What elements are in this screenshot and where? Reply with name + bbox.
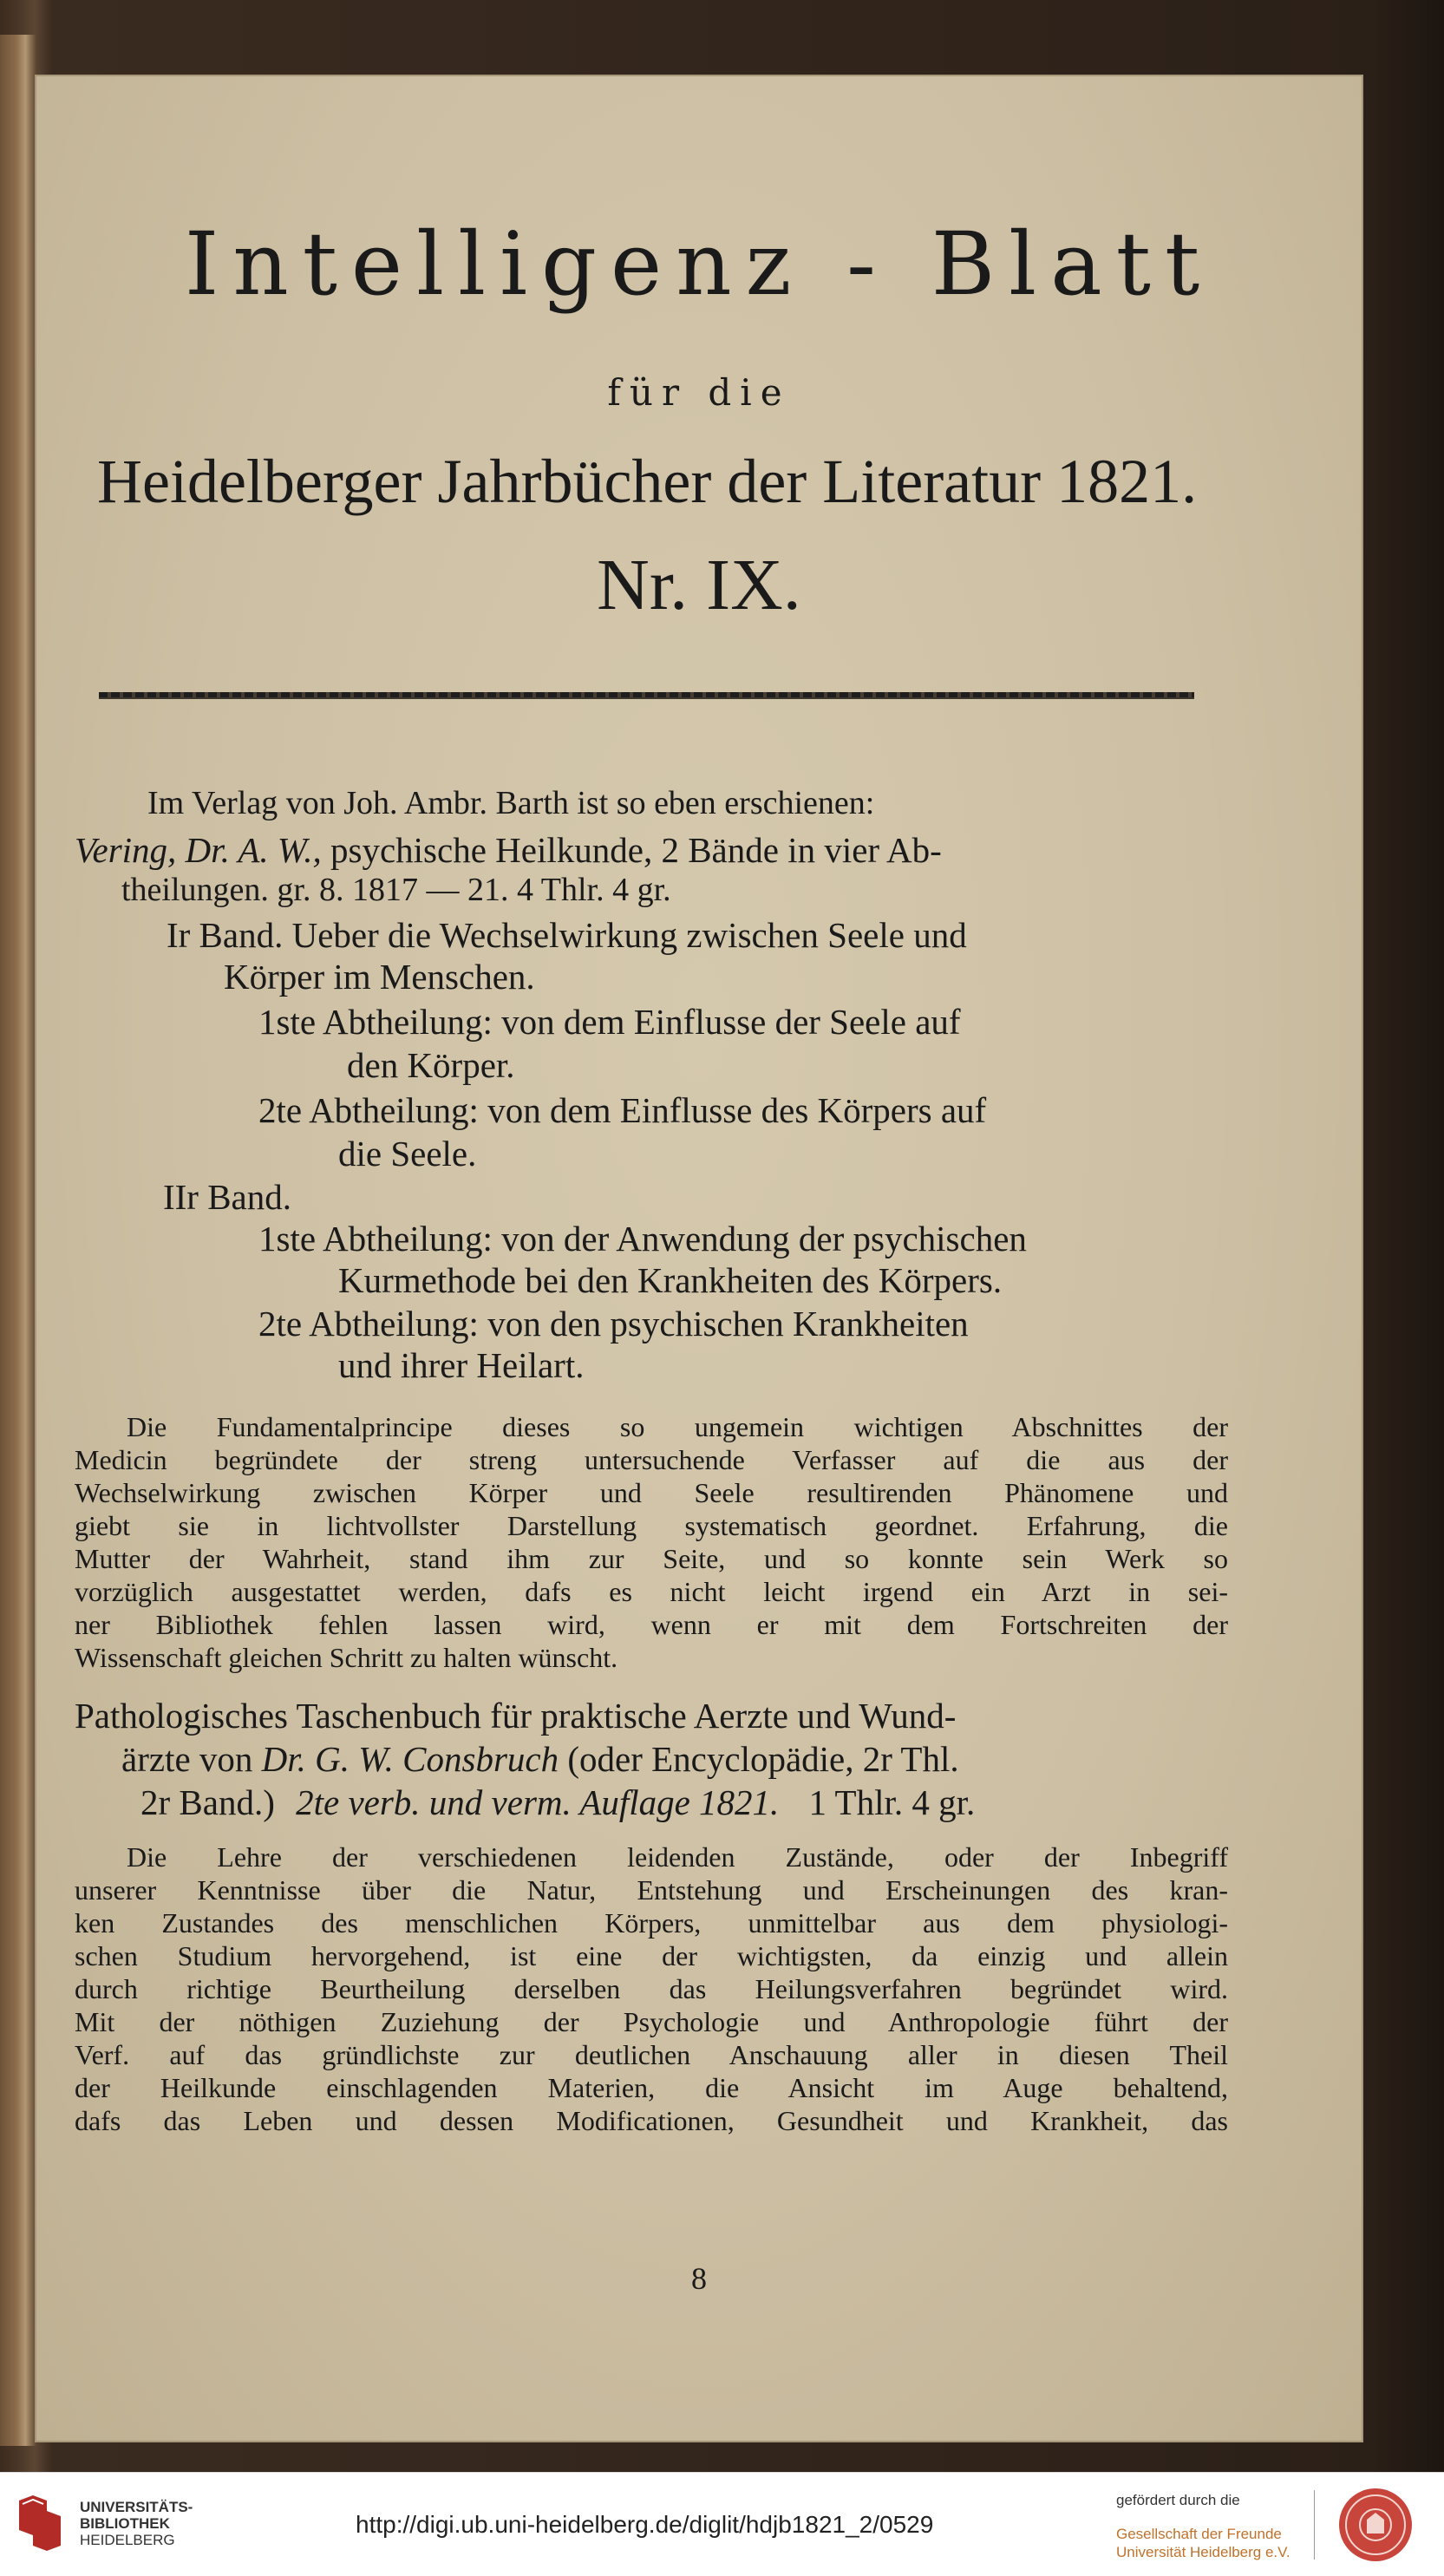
body-line: vorzüglich ausgestattet werden, dafs es nicht leicht irgend ein Arzt in sei- [75, 1576, 1228, 1607]
library-name-line: HEIDELBERG [80, 2532, 175, 2548]
section2-heading-part: ärzte von [121, 1739, 253, 1779]
body-line: unserer Kenntnisse über die Natur, Entstehung und Erscheinungen des kran- [75, 1874, 1228, 1906]
body-line: Die Lehre der verschiedenen leidenden Zustände, oder der Inbegriff [127, 1841, 1228, 1873]
band1-part2-cont: die Seele. [338, 1134, 477, 1174]
permalink-url[interactable]: http://digi.ub.uni-heidelberg.de/diglit/hdjb1821_2/0529 [356, 2511, 934, 2538]
body-line: der Heilkunde einschlagenden Materien, die Ansicht im Auge behaltend, [75, 2072, 1228, 2103]
band2-part2: 2te Abtheilung: von den psychischen Krankheiten [258, 1304, 969, 1344]
page-title: Intelligenz - Blatt [184, 213, 1214, 315]
body-line: Wechselwirkung zwischen Körper und Seele resultirenden Phänomene und [75, 1477, 1228, 1508]
band1-part1: 1ste Abtheilung: von dem Einflusse der Seele auf [258, 1002, 961, 1042]
society-name-line: Gesellschaft der Freunde [1116, 2526, 1282, 2542]
library-logo-icon [16, 2492, 64, 2560]
book-page [35, 75, 1363, 2442]
society-name [1116, 2525, 1290, 2561]
book-spine [0, 35, 36, 2446]
library-name [80, 2499, 193, 2548]
body-line: giebt sie in lichtvollster Darstellung systematisch geordnet. Erfahrung, die [75, 1510, 1228, 1541]
band1-part1-cont: den Körper. [347, 1045, 515, 1085]
body-line: Wissenschaft gleichen Schritt zu halten wünscht. [75, 1642, 618, 1673]
body-line: ken Zustandes des menschlichen Körpers, unmittelbar aus dem physiologi- [75, 1907, 1228, 1939]
footer-bar [0, 2472, 1444, 2576]
book-details: theilungen. gr. 8. 1817 — 21. 4 Thlr. 4 gr. [121, 872, 671, 908]
decorative-rule [99, 692, 1194, 697]
band1-heading-cont: Körper im Menschen. [224, 957, 535, 997]
page-number: 8 [691, 2261, 707, 2296]
band2-part2-cont: und ihrer Heilart. [338, 1345, 585, 1385]
section2-heading: Pathologisches Taschenbuch für praktische Aerzte und Wund- [75, 1696, 957, 1736]
subtitle-fuer: für die [607, 371, 791, 414]
body-line: durch richtige Beurtheilung derselben das Heilungsverfahren begründet wird. [75, 1973, 1228, 2004]
section2-body [75, 1840, 1228, 2137]
library-name-line: BIBLIOTHEK [80, 2515, 170, 2532]
author-name: Vering, Dr. A. W., [75, 830, 322, 870]
issue-number: Nr. IX. [597, 545, 801, 625]
author-consbruch: Dr. G. W. Consbruch [261, 1739, 559, 1779]
band2-part1: 1ste Abtheilung: von der Anwendung der psychischen [258, 1219, 1027, 1259]
price: 1 Thlr. 4 gr. [808, 1782, 976, 1822]
footer-divider [1314, 2490, 1315, 2560]
intro-line: Im Verlag von Joh. Ambr. Barth ist so eben erschienen: [147, 785, 875, 821]
body-line: ner Bibliothek fehlen lassen wird, wenn er mit dem Fortschreiten der [75, 1609, 1228, 1640]
library-name-line: UNIVERSITÄTS- [80, 2499, 193, 2515]
section1-body [75, 1410, 1228, 1674]
society-name-line: Universität Heidelberg e.V. [1116, 2544, 1290, 2560]
book-title: psychische Heilkunde, 2 Bände in vier Ab- [330, 830, 942, 870]
funded-by-label: gefördert durch die [1116, 2492, 1240, 2508]
body-line: dafs das Leben und dessen Modificationen, Gesundheit und Krankheit, das [75, 2105, 1228, 2136]
body-line: Mit der nöthigen Zuziehung der Psychologie und Anthropologie führt der [75, 2006, 1228, 2037]
section2-heading-part: (oder Encyclopädie, 2r Thl. [567, 1739, 959, 1779]
section2-band: 2r Band.) [140, 1782, 275, 1822]
band2-heading: IIr Band. [163, 1177, 292, 1217]
edition-note: 2te verb. und verm. Auflage 1821. [296, 1782, 780, 1822]
journal-title: Heidelberger Jahrbücher der Literatur 1821. [97, 447, 1198, 516]
band1-heading: Ir Band. Ueber die Wechselwirkung zwischen Seele und [167, 915, 967, 955]
body-line: Mutter der Wahrheit, stand ihm zur Seite, und so konnte sein Werk so [75, 1543, 1228, 1574]
body-line: schen Studium hervorgehend, ist eine der wichtigsten, da einzig und allein [75, 1940, 1228, 1971]
band2-part1-cont: Kurmethode bei den Krankheiten des Körpers. [338, 1260, 1003, 1300]
body-line: Die Fundamentalprincipe dieses so ungemein wichtigen Abschnittes der [127, 1411, 1228, 1442]
university-seal-icon [1329, 2485, 1422, 2565]
body-line: Verf. auf das gründlichste zur deutlichen Anschauung aller in diesen Theil [75, 2039, 1228, 2070]
band1-part2: 2te Abtheilung: von dem Einflusse des Körpers auf [258, 1090, 987, 1130]
body-line: Medicin begründete der streng untersuchende Verfasser auf die aus der [75, 1444, 1228, 1475]
